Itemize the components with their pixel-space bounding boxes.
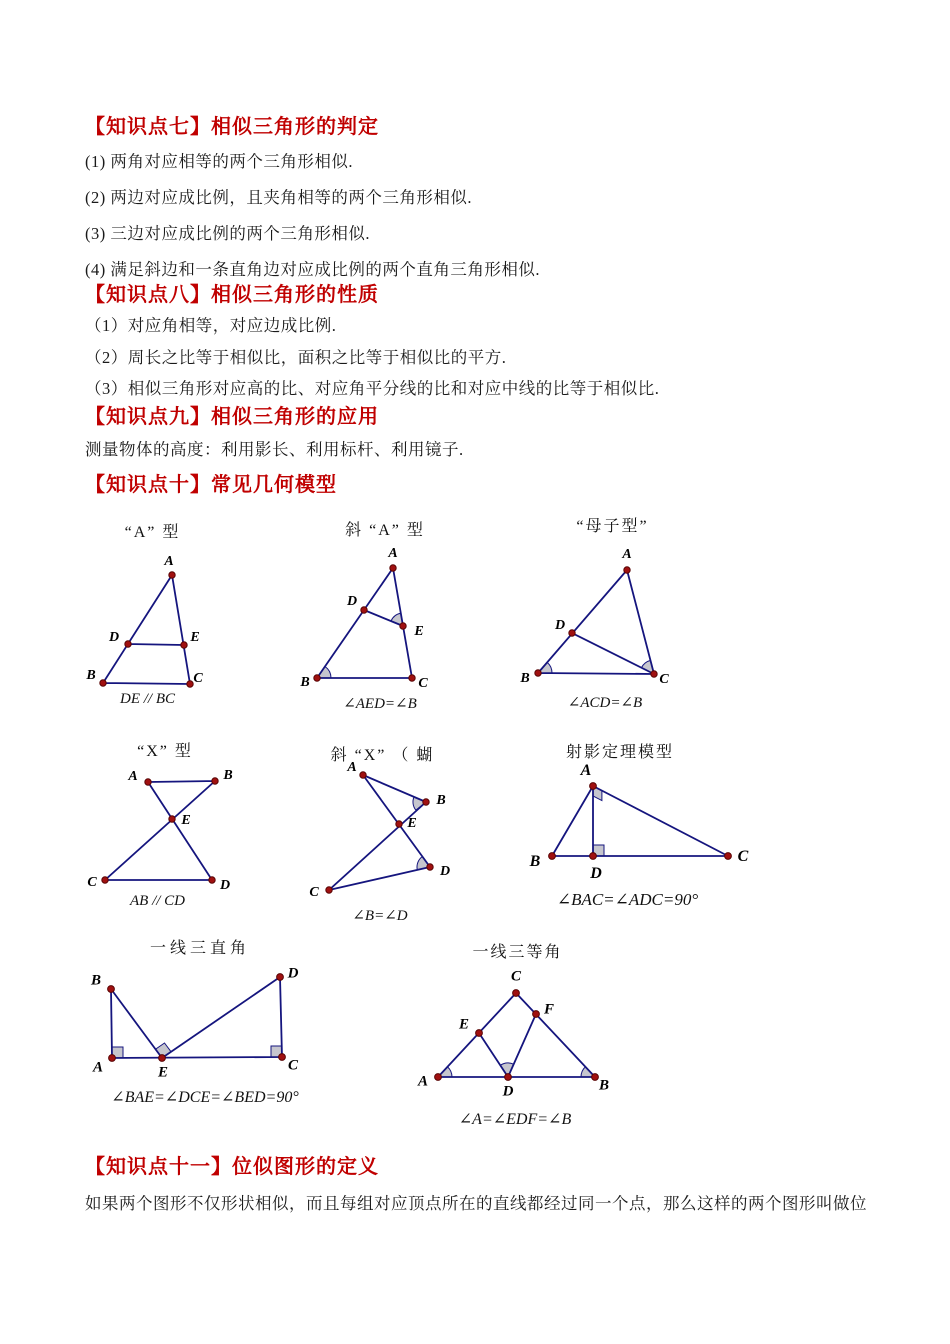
slant-a-diagram [300,505,470,717]
k7-item-1: (1) 两角对应相等的两个三角形相似. [85,152,353,171]
vertex-label: B [223,768,233,783]
vertex-label: C [309,885,319,900]
vertex-label: C [87,875,97,890]
vertex-label: A [128,769,138,784]
heading-knowledge-9: 【知识点九】相似三角形的应用 [85,406,379,428]
vertex-label: D [219,878,231,893]
vertex-label: E [190,630,200,645]
slant-x-diagram [300,730,465,930]
vertex-label: C [737,848,749,865]
figure-mother-son [520,505,705,717]
figure-three-right-angles-caption: ∠BAE=∠DCE=∠BED=90° [111,1089,299,1106]
figure-mother-son-title: “母子型” [576,518,649,535]
mother-son-vertex-dots [535,567,657,677]
figure-three-right-angles-title: 一线三直角 [149,940,250,957]
slant-a-edges [317,568,412,678]
mother-son-angle-marks [538,660,654,674]
figure-x-type-caption: AB // CD [130,893,185,909]
heading-knowledge-11: 【知识点十一】位似图形的定义 [85,1156,379,1178]
vertex-label: D [346,594,358,609]
vertex-label: C [193,671,203,686]
vertex-label: A [388,546,398,561]
three-right-right-angle-marks [112,1043,282,1058]
figure-a-type-title: “A” 型 [124,524,181,541]
vertex-label: A [92,1059,104,1076]
figure-slant-a-title: 斜 “A” 型 [345,522,425,539]
k9-body: 测量物体的高度：利用影长、利用标杆、利用镜子. [85,440,464,459]
k7-item-2: (2) 两边对应成比例，且夹角相等的两个三角形相似. [85,188,472,207]
heading-knowledge-10: 【知识点十】常见几何模型 [85,474,337,496]
figure-slant-x-title: 斜 “X” （ 蝴 [330,747,435,764]
slant-x-angle-marks [413,797,430,870]
vertex-label: A [622,547,632,562]
figure-projection [520,730,755,922]
vertex-label: C [510,968,522,985]
vertex-label: A [347,760,357,775]
figure-slant-x-caption: ∠B=∠D [352,908,408,924]
k8-item-3: （3）相似三角形对应高的比、对应角平分线的比和对应中线的比等于相似比. [85,379,660,398]
vertex-label: B [598,1077,610,1094]
vertex-label: E [157,1064,169,1081]
vertex-label: E [407,816,417,831]
slant-x-edges [329,775,430,890]
figure-three-right-angles [85,930,330,1112]
three-equal-angles-diagram [400,930,640,1132]
vertex-label: E [181,813,191,828]
slant-x-vertex-dots [326,772,433,893]
three-equal-edges [438,993,595,1077]
vertex-label: D [439,864,451,879]
figure-projection-title: 射影定理模型 [565,744,674,761]
vertex-label: C [287,1057,299,1074]
three-right-angles-diagram [85,930,330,1112]
figure-slant-x [300,730,465,930]
x-type-edges [105,781,215,880]
three-equal-vertex-dots [435,990,599,1081]
figure-three-equal-angles [400,930,640,1132]
heading-knowledge-7: 【知识点七】相似三角形的判定 [85,116,379,138]
mother-son-diagram [520,505,705,717]
vertex-label: C [659,672,669,687]
k11-body: 如果两个图形不仅形状相似，而且每组对应顶点所在的直线都经过同一个点，那么这样的两个图形叫做位 [85,1194,867,1213]
projection-right-angle-marks [593,786,604,856]
k8-item-2: （2）周长之比等于相似比，面积之比等于相似比的平方. [85,348,507,367]
vertex-label: A [417,1073,429,1090]
figure-a-type [85,505,220,710]
vertex-label: B [520,671,530,686]
vertex-label: D [502,1083,514,1100]
vertex-label: B [90,972,102,989]
slant-a-angle-marks [317,613,403,678]
figure-projection-caption: ∠BAC=∠ADC=90° [556,890,699,909]
vertex-label: E [414,624,424,639]
k8-item-1: （1）对应角相等，对应边成比例. [85,316,337,335]
vertex-label: B [529,853,541,870]
vertex-label: F [543,1001,555,1018]
figure-x-type [85,730,245,915]
vertex-label: D [554,618,566,633]
three-right-vertex-dots [108,974,286,1062]
vertex-label: E [458,1016,470,1033]
vertex-label: A [164,554,174,569]
three-right-edges [111,977,282,1058]
vertex-label: B [436,793,446,808]
vertex-label: C [418,676,428,691]
figure-mother-son-caption: ∠ACD=∠B [567,695,643,711]
figure-three-equal-angles-caption: ∠A=∠EDF=∠B [458,1111,572,1128]
figure-three-equal-angles-title: 一线三等角 [472,944,563,961]
figure-slant-a [300,505,470,717]
vertex-label: A [580,762,592,779]
vertex-label: D [590,865,602,882]
figure-a-type-caption: DE // BC [120,691,175,707]
vertex-label: B [86,668,96,683]
vertex-label: D [108,630,120,645]
projection-vertex-dots [549,783,732,860]
figure-slant-a-caption: ∠AED=∠B [343,696,417,712]
figure-x-type-title: “X” 型 [137,743,193,760]
k7-item-3: (3) 三边对应成比例的两个三角形相似. [85,224,370,243]
k7-item-4: (4) 满足斜边和一条直角边对应成比例的两个直角三角形相似. [85,260,540,279]
projection-edges [552,786,728,856]
three-equal-angle-marks [438,1063,595,1077]
vertex-label: D [287,965,299,982]
vertex-label: B [300,675,310,690]
heading-knowledge-8: 【知识点八】相似三角形的性质 [85,284,379,306]
